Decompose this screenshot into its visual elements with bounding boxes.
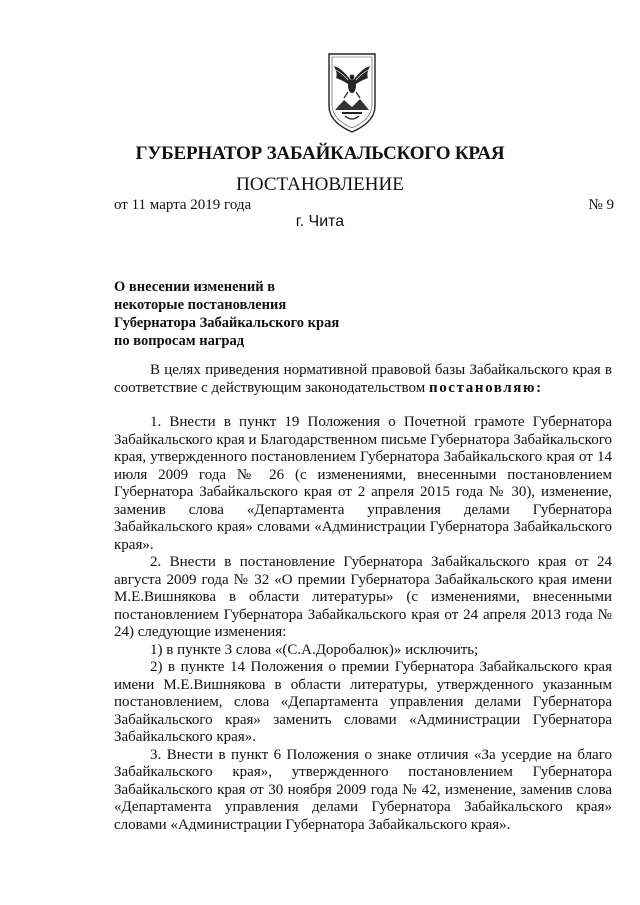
decree-items (114, 414, 612, 834)
subject-line: некоторые постановления (114, 297, 287, 313)
subject-line: по вопросам наград (114, 333, 245, 349)
document-date: от 11 марта 2019 года (114, 197, 252, 213)
subject-line: Губернатора Забайкальского края (114, 315, 340, 331)
coat-of-arms-icon (326, 52, 378, 134)
issuer-title: ГУБЕРНАТОР ЗАБАЙКАЛЬСКОГО КРАЯ (135, 143, 505, 164)
preamble (114, 362, 612, 397)
decree-item: 3. Внести в пункт 6 Положения о знаке отличия «За усердие на благо Забайкальского края», утвержденного постановлением Губернатора Забайкальского края от 30 ноября 2009 года № 42, изменение, заменив слова «Департамента управления делами Губернатора Забайкальского края» словами «Администрации Губернатора Забайкальского края». (114, 746, 612, 833)
decree-word: постановляю: (428, 379, 543, 396)
subject-line: О внесении изменений в (114, 279, 276, 295)
document-number: № 9 (588, 197, 614, 213)
decree-subitem: 2) в пункте 14 Положения о премии Губернатора Забайкальского края имени М.Е.Вишнякова в области литературы, утвержденного указанным постановлением, слова «Департамента управления делами Губернатора Забайкальского края» заменить словами «Администрации Губернатора Забайкальского края». (114, 659, 612, 745)
decree-item: 2. Внести в постановление Губернатора Забайкальского края от 24 августа 2009 года № 32 «О премии Губернатора Забайкальского края имени М.Е.Вишнякова в области литературы» (с изменениями, внесенными постановлением Губернатора Забайкальского края от 24 апреля 2013 года № 24) следующие изменения: (114, 554, 612, 640)
decree-subitem: 1) в пункте 3 слова «(С.А.Доробалюк)» исключить; (150, 641, 479, 658)
preamble-text: В целях приведения нормативной правовой базы Забайкальского края в соответствие с действующим законодательством (114, 362, 612, 396)
document-type: ПОСТАНОВЛЕНИЕ (236, 174, 404, 195)
decree-item: 1. Внести в пункт 19 Положения о Почетной грамоте Губернатора Забайкальского края и Благодарственном письме Губернатора Забайкальского края, утвержденного постановлением Губернатора Забайкальского края от 14 июля 2009 года № 26 (с изменениями, внесенными постановлением Губернатора Забайкальского края от 2 апреля 2015 года № 30), изменение, заменив слова «Департамента управления делами Губернатора Забайкальского края» словами «Администрации Губернатора Забайкальского края». (114, 414, 612, 553)
document-subject (114, 278, 339, 350)
document-city: г. Чита (295, 213, 345, 230)
